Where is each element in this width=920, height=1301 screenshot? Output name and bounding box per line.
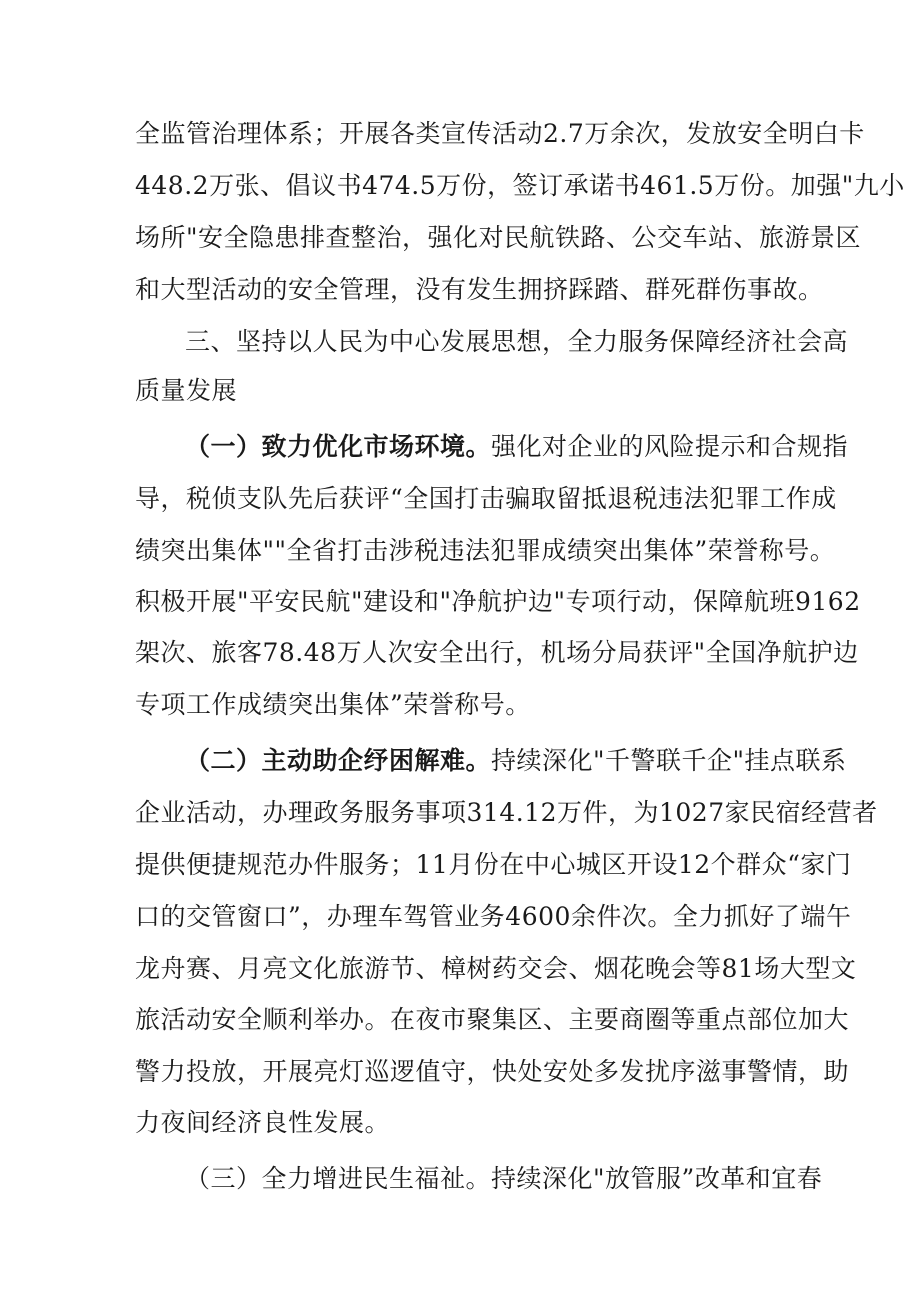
section-heading-line: 三、坚持以人民为中心发展思想，全力服务保障经济社会高 xyxy=(185,327,849,356)
paragraph-line: 架次、旅客78.48万人次安全出行，机场分局获评"全国净航护边 xyxy=(135,638,859,667)
paragraph-line: 专项工作成绩突出集体”荣誉称号。 xyxy=(135,690,531,719)
paragraph-line: 全监管治理体系；开展各类宣传活动2.7万余次，发放安全明白卡 xyxy=(135,119,865,148)
paragraph-line: 导，税侦支队先后获评“全国打击骗取留抵退税违法犯罪工作成 xyxy=(135,484,837,513)
paragraph-line: 龙舟赛、月亮文化旅游节、樟树药交会、烟花晚会等81场大型文 xyxy=(135,954,857,983)
subheading-1: （一）致力优化市场环境。 xyxy=(185,432,492,461)
paragraph-line: （一）致力优化市场环境。强化对企业的风险提示和合规指 xyxy=(185,432,849,461)
paragraph-line: 积极开展"平安民航"建设和"净航护边"专项行动，保障航班9162 xyxy=(135,587,861,616)
paragraph-line: （三）全力增进民生福祉。持续深化"放管服”改革和宜春 xyxy=(185,1164,823,1193)
paragraph-line: 和大型活动的安全管理，没有发生拥挤踩踏、群死群伤事故。 xyxy=(135,275,824,304)
paragraph-line: 企业活动，办理政务服务事项314.12万件，为1027家民宿经营者 xyxy=(135,798,878,827)
paragraph-line: 力夜间经济良性发展。 xyxy=(135,1108,391,1137)
paragraph-line: 警力投放，开展亮灯巡逻值守，快处安处多发扰序滋事警情，助 xyxy=(135,1057,850,1086)
paragraph-line: 场所"安全隐患排查整治，强化对民航铁路、公交车站、旅游景区 xyxy=(135,223,862,252)
paragraph-line: 448.2万张、倡议书474.5万份，签订承诺书461.5万份。加强"九小 xyxy=(135,171,905,200)
section-heading-line: 质量发展 xyxy=(135,376,238,405)
paragraph-line: 提供便捷规范办件服务；11月份在中心城区开设12个群众“家门 xyxy=(135,850,852,879)
paragraph-line: 旅活动安全顺利举办。在夜市聚集区、主要商圈等重点部位加大 xyxy=(135,1005,850,1034)
paragraph-line: 绩突出集体""全省打击涉税违法犯罪成绩突出集体”荣誉称号。 xyxy=(135,536,836,565)
paragraph-line: 口的交管窗口”，办理车驾管业务4600余件次。全力抓好了端午 xyxy=(135,902,852,931)
subheading-2: （二）主动助企纾困解难。 xyxy=(185,746,492,775)
paragraph-line: （二）主动助企纾困解难。持续深化"千警联千企"挂点联系 xyxy=(185,746,847,775)
